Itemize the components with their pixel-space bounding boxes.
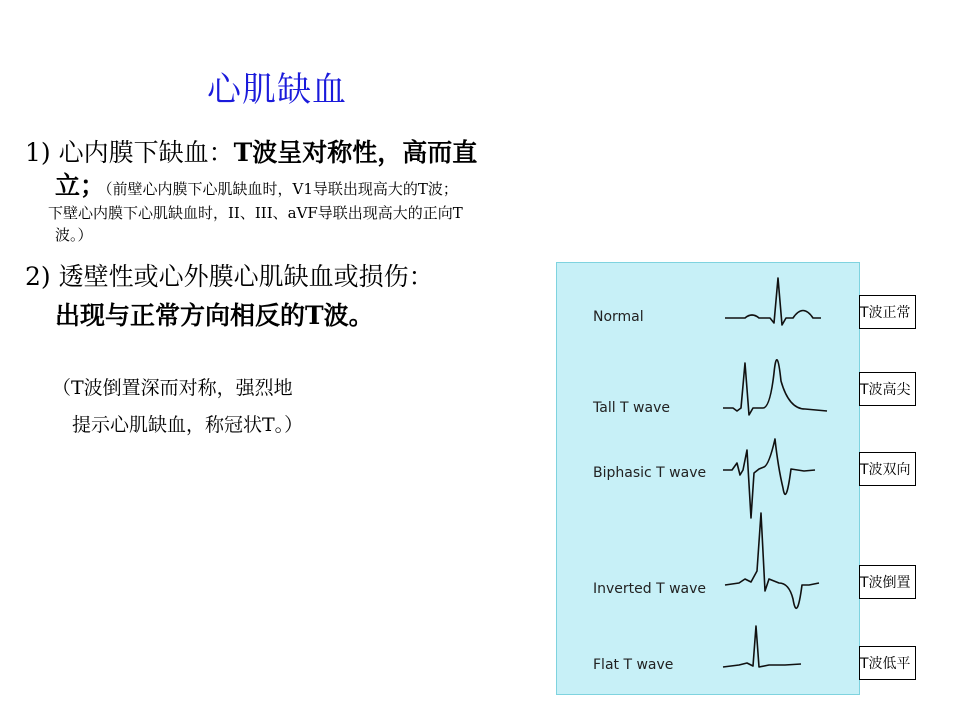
ecg-label-tall: Tall T wave [593,400,670,416]
note-line1: （T波倒置深而对称，强烈地 [52,377,293,399]
ecg-biphasic-trace [723,439,815,518]
point1-line1 [25,137,477,169]
point1-bold: T波呈对称性，高而直 [233,138,478,167]
ecg-figure-panel [556,262,860,695]
point2-line2: 出现与正常方向相反的T波。 [55,301,374,330]
ecg-tall-t-trace [723,360,827,415]
ecg-label-inverted: Inverted T wave [593,581,707,597]
tag-normal: T波正常 [859,295,916,329]
point1-prefix: 1) 心内膜下缺血： [25,138,234,167]
ecg-flat-trace [723,626,801,667]
ecg-label-flat: Flat T wave [593,657,674,673]
note-line2: 提示心肌缺血，称冠状T。） [72,414,304,436]
ecg-label-normal: Normal [593,309,644,325]
point1-line2 [55,170,458,205]
point1-line3: 下壁心内膜下心肌缺血时，II、III、aVF导联出现高大的正向T [48,204,463,222]
ecg-normal-trace [725,278,821,325]
point1-line4: 波。） [55,226,93,244]
ecg-label-biphasic: Biphasic T wave [593,465,707,481]
tag-flat: T波低平 [859,646,916,680]
tag-inverted: T波倒置 [859,565,916,599]
slide-title: 心肌缺血 [207,70,347,110]
point1-line2-bold: 立； [55,171,106,200]
point2-line1: 2) 透壁性或心外膜心肌缺血或损伤： [25,262,434,291]
point1-line2-small: （前壁心内膜下心肌缺血时，V1导联出现高大的T波； [105,180,458,198]
tag-biphasic: T波双向 [859,452,916,486]
tag-tall: T波高尖 [859,372,916,406]
ecg-inverted-trace [725,513,819,608]
